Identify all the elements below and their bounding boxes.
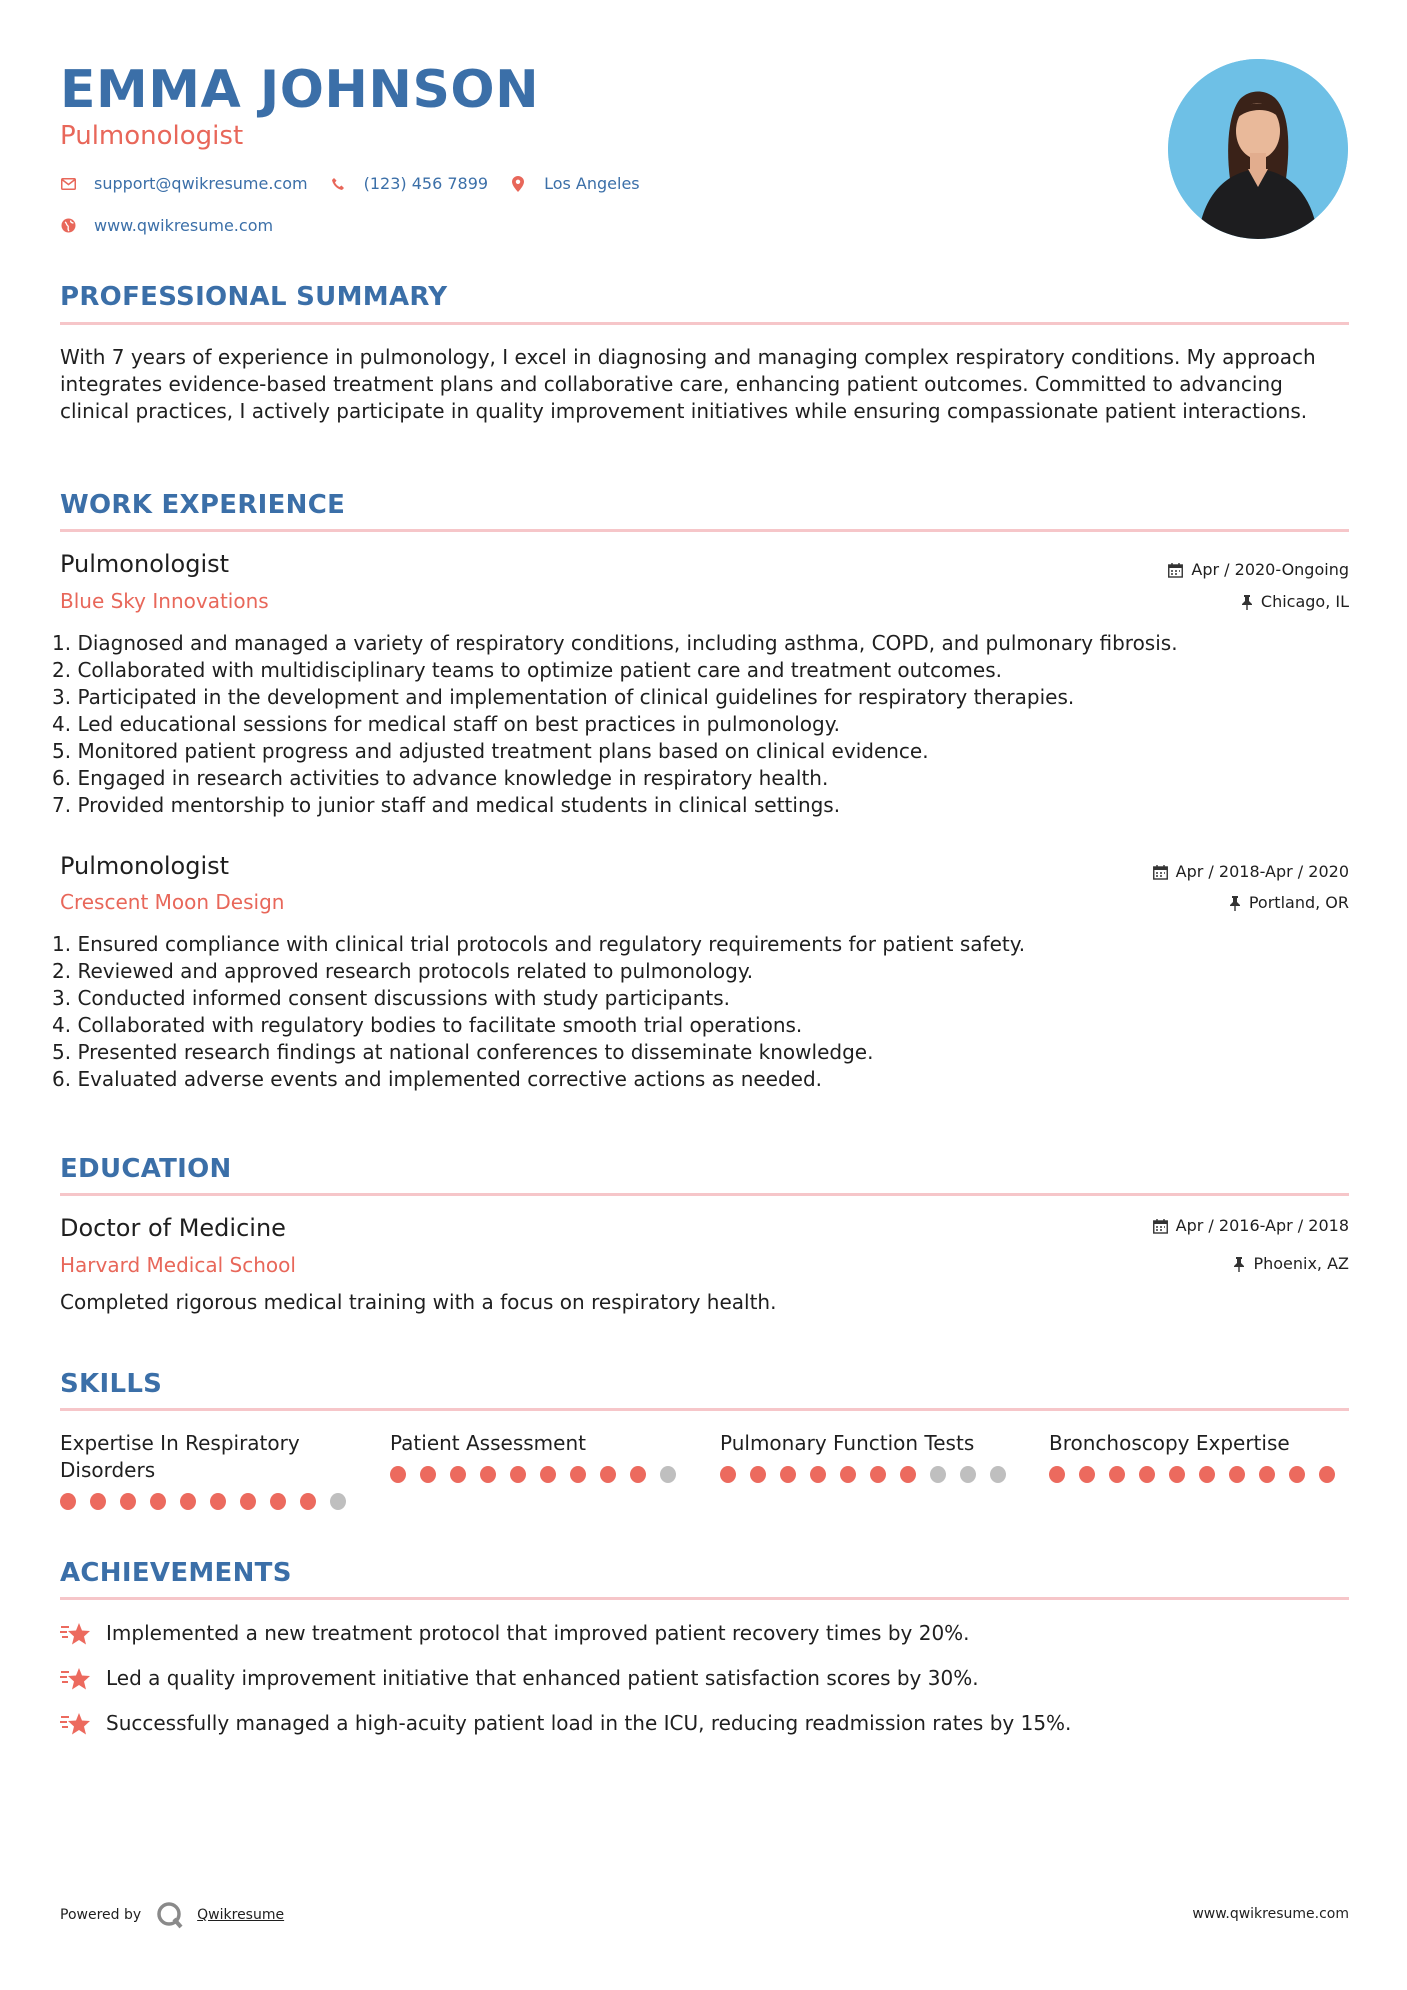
pushpin-icon — [1229, 896, 1241, 911]
rating-dot-filled — [120, 1493, 136, 1510]
rating-dot-filled — [1079, 1466, 1095, 1483]
education-dates-text: Apr / 2016-Apr / 2018 — [1175, 1216, 1349, 1235]
rating-dot-filled — [300, 1493, 316, 1510]
rating-dot-filled — [600, 1466, 616, 1483]
education-heading: EDUCATION — [60, 1154, 232, 1184]
rating-dot-filled — [630, 1466, 646, 1483]
achievement-text: Implemented a new treatment protocol that improved patient recovery times by 20%. — [106, 1621, 970, 1645]
rating-dot-empty — [990, 1466, 1006, 1483]
job-dates-text: Apr / 2018-Apr / 2020 — [1175, 862, 1349, 881]
list-item: 3. Participated in the development and implementation of clinical guidelines for respiratory therapies. — [52, 685, 1075, 709]
skill-rating — [390, 1466, 690, 1483]
skill-item — [60, 1430, 360, 1510]
skills-heading: SKILLS — [60, 1369, 163, 1399]
rating-dot-filled — [450, 1466, 466, 1483]
rating-dot-filled — [90, 1493, 106, 1510]
skill-name: Patient Assessment — [390, 1431, 586, 1455]
skill-name: Bronchoscopy Expertise — [1049, 1431, 1290, 1455]
rating-dot-filled — [150, 1493, 166, 1510]
profile-photo — [1168, 59, 1348, 239]
skill-item — [390, 1430, 690, 1483]
rating-dot-filled — [720, 1466, 736, 1483]
candidate-name: EMMA JOHNSON — [60, 60, 540, 120]
job-title: Pulmonologist — [60, 550, 230, 578]
list-item: 4. Collaborated with regulatory bodies to facilitate smooth trial operations. — [52, 1013, 803, 1037]
job-location-text: Chicago, IL — [1260, 592, 1349, 611]
education-location — [1233, 1254, 1349, 1274]
skill-name: Expertise In Respiratory Disorders — [60, 1431, 300, 1482]
achievements-heading: ACHIEVEMENTS — [60, 1558, 292, 1588]
footer-site[interactable]: www.qwikresume.com — [1192, 1906, 1349, 1922]
rating-dot-filled — [840, 1466, 856, 1483]
job-title: Pulmonologist — [60, 852, 230, 880]
list-item: 1. Ensured compliance with clinical trial protocols and regulatory requirements for patient safety. — [52, 932, 1026, 956]
list-item: 5. Presented research findings at national conferences to disseminate knowledge. — [52, 1040, 874, 1064]
rating-dot-filled — [780, 1466, 796, 1483]
rating-dot-filled — [480, 1466, 496, 1483]
rating-dot-filled — [420, 1466, 436, 1483]
skill-item — [1049, 1430, 1349, 1483]
powered-by-label: Powered by — [60, 1907, 142, 1923]
experience-heading: WORK EXPERIENCE — [60, 490, 346, 520]
education-description: Completed rigorous medical training with a focus on respiratory health. — [60, 1290, 777, 1314]
rating-dot-filled — [810, 1466, 826, 1483]
list-item: 5. Monitored patient progress and adjusted treatment plans based on clinical evidence. — [52, 739, 929, 763]
contact-row-website — [60, 216, 295, 235]
rating-dot-filled — [240, 1493, 256, 1510]
rating-dot-filled — [60, 1493, 76, 1510]
rating-dot-filled — [1229, 1466, 1245, 1483]
list-item: 6. Evaluated adverse events and implemented corrective actions as needed. — [52, 1067, 823, 1091]
location-text: Los Angeles — [544, 174, 640, 193]
job-dates-text: Apr / 2020-Ongoing — [1191, 560, 1349, 579]
phone-icon — [330, 176, 346, 192]
calendar-icon — [1153, 865, 1168, 880]
section-divider — [60, 1597, 1349, 1600]
list-item: 3. Conducted informed consent discussions with study participants. — [52, 986, 731, 1010]
list-item: 7. Provided mentorship to junior staff and medical students in clinical settings. — [52, 793, 841, 817]
company-name: Blue Sky Innovations — [60, 589, 269, 613]
rating-dot-filled — [1289, 1466, 1305, 1483]
job-bullets — [52, 630, 1349, 819]
section-divider — [60, 322, 1349, 325]
phone-number[interactable]: (123) 456 7899 — [363, 174, 489, 193]
rating-dot-filled — [570, 1466, 586, 1483]
job-location — [1229, 893, 1349, 913]
calendar-icon — [1168, 563, 1183, 578]
contact-row-primary — [60, 174, 662, 193]
list-item: 2. Collaborated with multidisciplinary teams to optimize patient care and treatment outcomes. — [52, 658, 1002, 682]
qwikresume-link[interactable]: Qwikresume — [197, 1907, 285, 1923]
footer-powered-by — [60, 1900, 284, 1930]
rating-dot-filled — [1049, 1466, 1065, 1483]
list-item: 2. Reviewed and approved research protocols related to pulmonology. — [52, 959, 754, 983]
rating-dot-filled — [1319, 1466, 1335, 1483]
website-link[interactable]: www.qwikresume.com — [94, 216, 274, 235]
envelope-icon — [60, 176, 76, 192]
section-divider — [60, 1408, 1349, 1411]
rating-dot-filled — [1199, 1466, 1215, 1483]
job-location — [1241, 592, 1349, 612]
rating-dot-filled — [1169, 1466, 1185, 1483]
job-dates — [1168, 560, 1349, 580]
rating-dot-empty — [960, 1466, 976, 1483]
section-divider — [60, 529, 1349, 532]
rating-dot-filled — [750, 1466, 766, 1483]
skill-rating — [60, 1493, 360, 1510]
skill-rating — [720, 1466, 1020, 1483]
rating-dot-empty — [930, 1466, 946, 1483]
education-dates — [1153, 1216, 1349, 1236]
school-name: Harvard Medical School — [60, 1253, 296, 1277]
company-name: Crescent Moon Design — [60, 890, 285, 914]
achievement-text: Led a quality improvement initiative that enhanced patient satisfaction scores by 30%. — [106, 1666, 979, 1690]
rating-dot-filled — [1139, 1466, 1155, 1483]
achievement-text: Successfully managed a high-acuity patient load in the ICU, reducing readmission rates by 15%. — [106, 1711, 1072, 1735]
job-dates — [1153, 862, 1349, 882]
star-icon — [60, 1621, 92, 1647]
summary-heading: PROFESSIONAL SUMMARY — [60, 282, 448, 312]
degree-title: Doctor of Medicine — [60, 1214, 286, 1242]
achievement-item — [60, 1710, 1071, 1737]
rating-dot-filled — [870, 1466, 886, 1483]
achievement-item — [60, 1665, 979, 1692]
location-pin-icon — [510, 176, 526, 192]
rating-dot-empty — [660, 1466, 676, 1483]
rating-dot-filled — [540, 1466, 556, 1483]
summary-text: With 7 years of experience in pulmonology, I excel in diagnosing and managing complex respiratory conditions. My approach integrates evidence-based treatment plans and collaborative care, enhancing patient outcomes. Committed to advancing clinical practices, I actively participate in quality improvement initiatives while ensuring compassionate patient interactions. — [60, 345, 1316, 423]
candidate-title: Pulmonologist — [60, 121, 244, 151]
list-item: 6. Engaged in research activities to advance knowledge in respiratory health. — [52, 766, 829, 790]
rating-dot-filled — [270, 1493, 286, 1510]
education-location-text: Phoenix, AZ — [1253, 1254, 1349, 1273]
achievement-item — [60, 1620, 970, 1647]
rating-dot-filled — [210, 1493, 226, 1510]
calendar-icon — [1153, 1219, 1168, 1234]
globe-icon — [60, 218, 76, 234]
list-item: 4. Led educational sessions for medical staff on best practices in pulmonology. — [52, 712, 841, 736]
star-icon — [60, 1711, 92, 1737]
job-location-text: Portland, OR — [1248, 893, 1349, 912]
skill-name: Pulmonary Function Tests — [720, 1431, 975, 1455]
section-divider — [60, 1193, 1349, 1196]
rating-dot-filled — [510, 1466, 526, 1483]
rating-dot-filled — [180, 1493, 196, 1510]
rating-dot-filled — [1109, 1466, 1125, 1483]
job-bullets — [52, 931, 1349, 1093]
rating-dot-filled — [390, 1466, 406, 1483]
email-link[interactable]: support@qwikresume.com — [94, 174, 308, 193]
pushpin-icon — [1233, 1257, 1245, 1272]
qwikresume-logo-icon — [155, 1900, 185, 1930]
pushpin-icon — [1241, 595, 1253, 610]
skill-item — [720, 1430, 1020, 1483]
rating-dot-filled — [1259, 1466, 1275, 1483]
rating-dot-filled — [900, 1466, 916, 1483]
rating-dot-empty — [330, 1493, 346, 1510]
star-icon — [60, 1666, 92, 1692]
list-item: 1. Diagnosed and managed a variety of respiratory conditions, including asthma, COPD, and pulmonary fibrosis. — [52, 631, 1178, 655]
skill-rating — [1049, 1466, 1349, 1483]
